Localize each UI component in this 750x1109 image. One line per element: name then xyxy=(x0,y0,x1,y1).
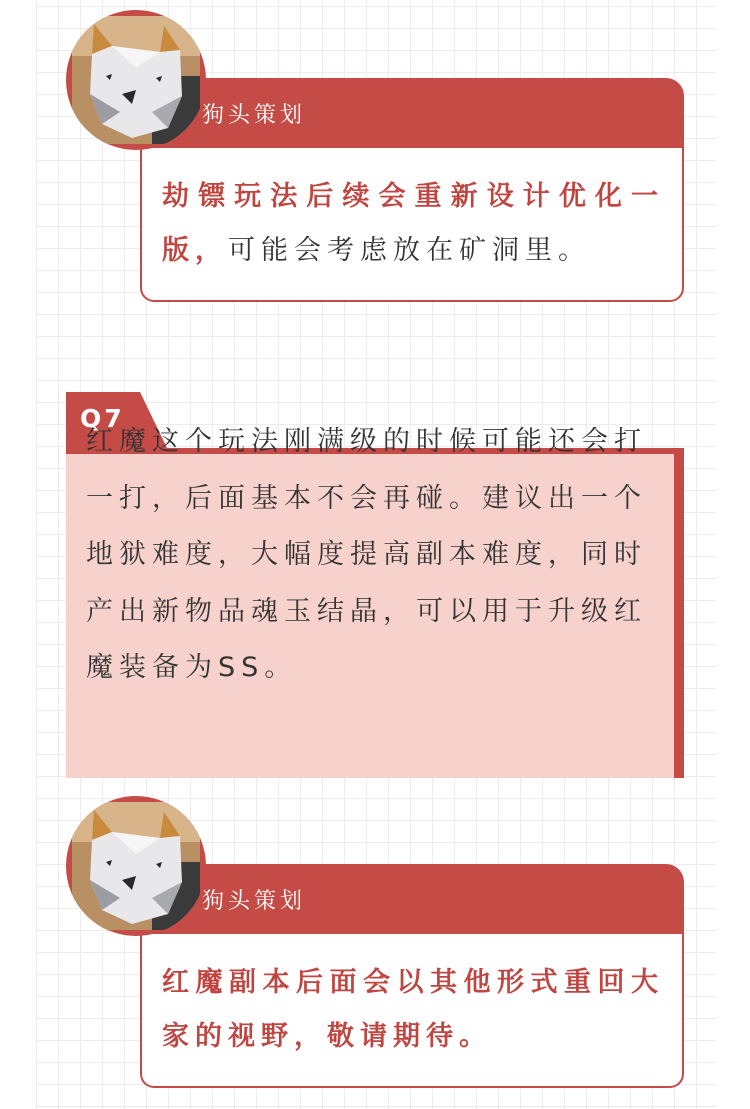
question-card-q7 xyxy=(66,392,686,778)
reply-highlight: 红魔副本后面会以其他形式重回大家的视野，敬请期待。 xyxy=(162,967,664,1052)
reply-rest: 可能会考虑放在矿洞里。 xyxy=(228,235,591,266)
reply-card-2 xyxy=(66,796,684,1086)
author-name: 狗头策划 xyxy=(202,103,307,128)
reply-highlight: 劫镖玩法后续会重新设计优化一版， xyxy=(162,181,664,266)
left-margin xyxy=(0,0,36,1109)
reply-body xyxy=(140,934,684,1088)
question-text: 红魔这个玩法刚满级的时候可能还会打一打，后面基本不会再碰。建议出一个地狱难度，大幅度提高副本难度，同时产出新物品魂玉结晶，可以用于升级红魔装备为SS。 xyxy=(86,426,647,683)
reply-text xyxy=(162,170,664,278)
reply-card-1 xyxy=(66,10,684,300)
reply-body xyxy=(140,148,684,302)
dog-head-avatar-icon xyxy=(66,10,206,150)
right-margin xyxy=(716,0,750,1109)
reply-text xyxy=(162,956,664,1064)
author-name: 狗头策划 xyxy=(202,889,307,914)
question-label: Q7 xyxy=(80,404,125,433)
dog-head-avatar-icon xyxy=(66,796,206,936)
question-accent-bar xyxy=(674,448,684,778)
